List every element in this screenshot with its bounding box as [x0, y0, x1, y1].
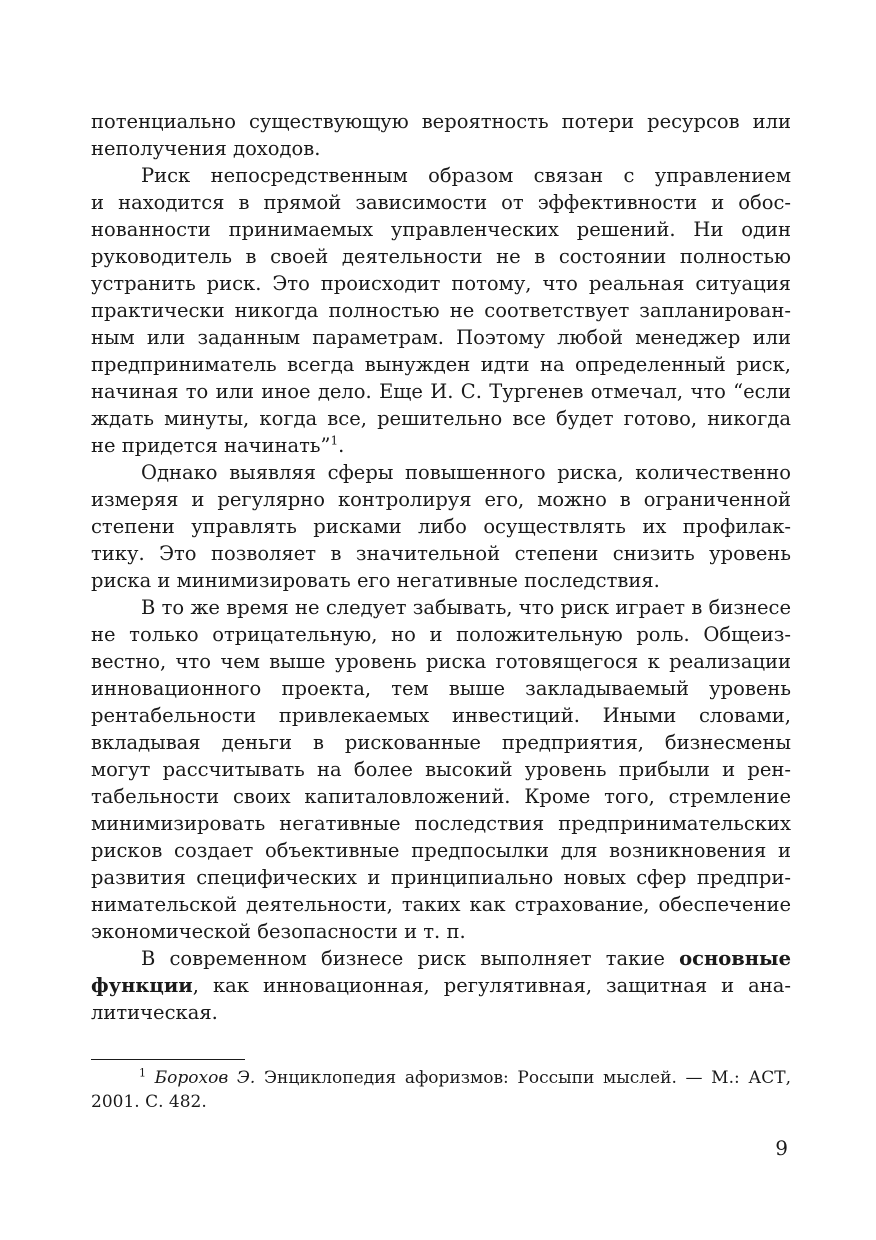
paragraph-4-line-12: нимательской деятельности, таких как страхование, обеспечение — [91, 893, 791, 916]
paragraph-5-line-3: литическая. — [91, 1001, 218, 1024]
footnote-line-1 — [91, 1066, 791, 1090]
key-term-functions: функции — [91, 974, 193, 997]
paragraph-2-line-10: ждать минуты, когда все, решительно все будет готово, никогда — [91, 407, 791, 430]
paragraph-5-line-2 — [91, 972, 791, 999]
paragraph-2-line-6: практически никогда полностью не соответствует запланирован- — [91, 299, 791, 322]
paragraph-4-line-10: рисков создает объективные предпосылки для возникновения и — [91, 839, 791, 862]
paragraph-4-line-7: могут рассчитывать на более высокий уровень прибыли и рен- — [91, 758, 791, 781]
footnote-line-2: 2001. С. 482. — [91, 1092, 207, 1112]
paragraph-2-line-9: начиная то или иное дело. Еще И. С. Тургенев отмечал, что “если — [91, 380, 791, 403]
paragraph-5-line-1 — [91, 945, 791, 972]
paragraph-4-line-2: не только отрицательную, но и положительную роль. Общеиз- — [91, 623, 791, 646]
paragraph-4-line-5: рентабельности привлекаемых инвестиций. Иными словами, — [91, 704, 791, 727]
document-page — [91, 0, 791, 1240]
paragraph-4-line-8: табельности своих капиталовложений. Кроме того, стремление — [91, 785, 791, 808]
paragraph-2-line-4: руководитель в своей деятельности не в состоянии полностью — [91, 245, 791, 268]
paragraph-3-line-3: степени управлять рисками либо осуществлять их профилак- — [91, 515, 791, 538]
footnote-reference[interactable]: 1 — [330, 433, 339, 448]
body-text — [91, 108, 791, 1026]
paragraph-3-line-5: риска и минимизировать его негативные последствия. — [91, 569, 660, 592]
footnote-author: Борохов Э. — [154, 1068, 256, 1088]
paragraph-4-line-6: вкладывая деньги в рискованные предприятия, бизнесмены — [91, 731, 791, 754]
paragraph-3-line-1: Однако выявляя сферы повышенного риска, количественно — [141, 461, 791, 484]
paragraph-2-line-8: предприниматель всегда вынужден идти на определенный риск, — [91, 353, 791, 376]
paragraph-4-line-4: инновационного проекта, тем выше закладываемый уровень — [91, 677, 791, 700]
paragraph-4-line-3: вестно, что чем выше уровень риска готовящегося к реализации — [91, 650, 791, 673]
paragraph-2-line-11 — [91, 432, 791, 459]
paragraph-5-line-1-text: В современном бизнесе риск выполняет такие — [141, 947, 665, 970]
paragraph-2-line-11-text: не придется начинать” — [91, 434, 331, 457]
paragraph-4-line-1: В то же время не следует забывать, что риск играет в бизнесе — [141, 596, 791, 619]
page-number: 9 — [775, 1136, 788, 1160]
paragraph-1-line-1: потенциально существующую вероятность потери ресурсов или — [91, 110, 791, 133]
footnote-text: Энциклопедия афоризмов: Россыпи мыслей. — М.: АСТ, — [263, 1068, 791, 1088]
key-term-basic: основные — [679, 947, 791, 970]
paragraph-2-line-1: Риск непосредственным образом связан с управлением — [141, 164, 791, 187]
paragraph-4-line-13: экономической безопасности и т. п. — [91, 920, 466, 943]
paragraph-2-line-3: нованности принимаемых управленческих решений. Ни один — [91, 218, 791, 241]
paragraph-3-line-2: измеряя и регулярно контролируя его, можно в ограниченной — [91, 488, 791, 511]
paragraph-4-line-9: минимизировать негативные последствия предпринимательских — [91, 812, 791, 835]
paragraph-5-line-2-text: , как инновационная, регулятивная, защитная и ана- — [192, 974, 791, 997]
paragraph-1-line-2: неполучения доходов. — [91, 137, 321, 160]
paragraph-2-line-5: устранить риск. Это происходит потому, что реальная ситуация — [91, 272, 791, 295]
footnote-divider — [91, 1059, 245, 1060]
footnote-marker: 1 — [139, 1066, 146, 1080]
paragraph-2-line-2: и находится в прямой зависимости от эффективности и обос- — [91, 191, 791, 214]
paragraph-2-line-11-tail: . — [338, 434, 345, 457]
paragraph-4-line-11: развития специфических и принципиально новых сфер предпри- — [91, 866, 791, 889]
footnote — [91, 1066, 791, 1114]
paragraph-2-line-7: ным или заданным параметрам. Поэтому любой менеджер или — [91, 326, 791, 349]
paragraph-3-line-4: тику. Это позволяет в значительной степени снизить уровень — [91, 542, 791, 565]
